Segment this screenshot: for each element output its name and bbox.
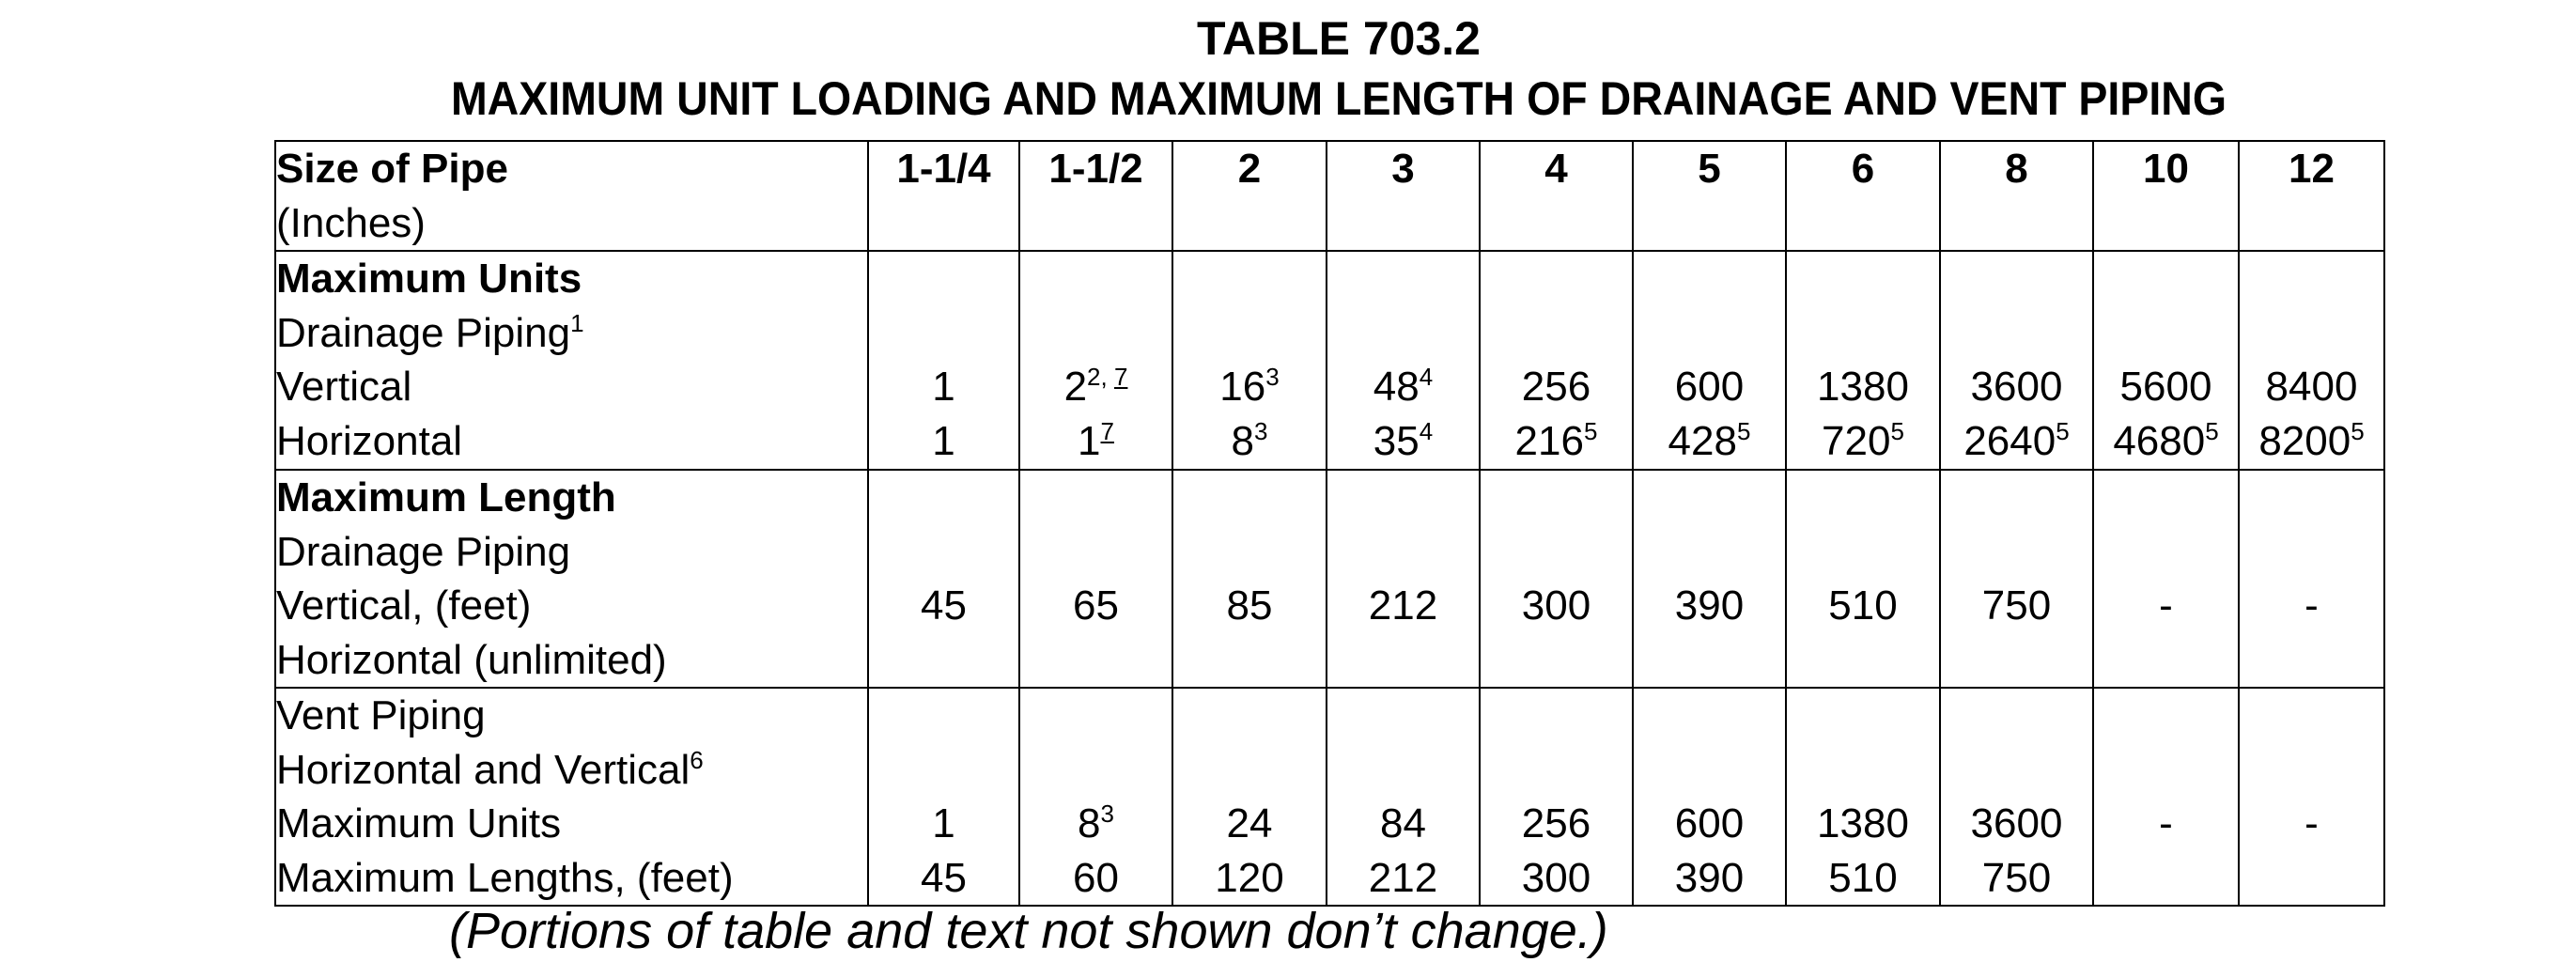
size-cell bbox=[2239, 141, 2384, 251]
max-length-cell bbox=[1172, 470, 1327, 688]
size-cell bbox=[1633, 141, 1786, 251]
vent-lengths-label: Maximum Lengths, (feet) bbox=[276, 854, 734, 901]
footnote: (Portions of table and text not shown don’t change.) bbox=[449, 903, 1608, 959]
horizontal-units-value: $8^3$ bbox=[1231, 416, 1268, 464]
vent-units-value: 84 bbox=[1380, 800, 1426, 846]
table-title: MAXIMUM UNIT LOADING AND MAXIMUM LENGTH OF DRAINAGE AND VENT PIPING bbox=[450, 72, 2227, 125]
size-cell bbox=[1019, 141, 1172, 251]
horizontal-units-value: $428^5$ bbox=[1668, 416, 1751, 464]
vent-units-value: 1380 bbox=[1817, 800, 1909, 846]
max-units-heading: Maximum Units bbox=[276, 256, 582, 302]
vent-units-value: 1 bbox=[932, 800, 955, 846]
size-value: 8 bbox=[2005, 146, 2028, 192]
max-length-cell bbox=[2093, 470, 2239, 688]
vertical-length-value: 85 bbox=[1226, 582, 1273, 629]
vertical-feet-label: Vertical, (feet) bbox=[276, 582, 532, 629]
vertical-label: Vertical bbox=[276, 364, 412, 410]
max-units-cell bbox=[1480, 251, 1633, 470]
size-cell bbox=[1940, 141, 2093, 251]
size-cell bbox=[1480, 141, 1633, 251]
max-length-cell bbox=[868, 470, 1019, 688]
max-units-cell bbox=[1172, 251, 1327, 470]
vent-units-value: - bbox=[2159, 800, 2173, 846]
horizontal-units-value: 8200$^5$ bbox=[2258, 416, 2365, 464]
vent-label-cell bbox=[275, 688, 868, 906]
size-value: 5 bbox=[1698, 146, 1721, 192]
size-value: 1-1/2 bbox=[1048, 146, 1143, 192]
max-units-row bbox=[275, 251, 2384, 470]
vent-units-value: 3600 bbox=[1970, 800, 2063, 846]
vent-cell bbox=[1019, 688, 1172, 906]
piping-table bbox=[274, 140, 2385, 907]
size-value: 1-1/4 bbox=[896, 146, 991, 192]
vertical-units-value: 3600 bbox=[1970, 364, 2063, 410]
vertical-units-value: 8400 bbox=[2265, 364, 2358, 410]
max-length-label-cell bbox=[275, 470, 868, 688]
vent-cell bbox=[1327, 688, 1480, 906]
vertical-length-value: - bbox=[2304, 582, 2319, 629]
max-units-cell bbox=[1940, 251, 2093, 470]
vertical-length-value: 510 bbox=[1828, 582, 1898, 629]
vent-piping-heading: Vent Piping bbox=[276, 692, 486, 738]
vent-length-value: 120 bbox=[1215, 854, 1284, 901]
vent-length-value: 45 bbox=[921, 854, 967, 901]
vent-cell bbox=[1633, 688, 1786, 906]
max-units-cell bbox=[1019, 251, 1172, 470]
horizontal-label: Horizontal bbox=[276, 417, 463, 464]
vertical-length-value: 212 bbox=[1368, 582, 1438, 629]
vent-length-value: 60 bbox=[1073, 854, 1119, 901]
horizontal-units-value: $35^4$ bbox=[1373, 416, 1434, 464]
horizontal-units-value: 2640$^5$ bbox=[1963, 416, 2070, 464]
vertical-length-value: 750 bbox=[1981, 582, 2052, 629]
vent-cell bbox=[2093, 688, 2239, 906]
size-value: 10 bbox=[2143, 146, 2189, 192]
max-units-cell bbox=[2093, 251, 2239, 470]
horizontal-units-value: $1^7$ bbox=[1078, 416, 1114, 464]
max-units-cell bbox=[1786, 251, 1940, 470]
horizontal-units-value: $216^5$ bbox=[1514, 416, 1598, 464]
vertical-units-value: $48^4$ bbox=[1373, 363, 1434, 410]
max-length-cell bbox=[1786, 470, 1940, 688]
max-units-cell bbox=[868, 251, 1019, 470]
vent-units-value: 256 bbox=[1521, 800, 1591, 846]
size-cell bbox=[2093, 141, 2239, 251]
vent-length-value: 300 bbox=[1521, 854, 1591, 901]
vent-length-value bbox=[2240, 851, 2383, 906]
title-block bbox=[0, 9, 2576, 130]
size-label: Size of Pipe bbox=[276, 146, 508, 192]
size-value: 2 bbox=[1237, 146, 1262, 192]
vertical-units-value: 2$^{2, 7}$ bbox=[1063, 363, 1128, 410]
max-length-row bbox=[275, 470, 2384, 688]
horizontal-units-value: 1 bbox=[932, 417, 955, 464]
vertical-length-value: 65 bbox=[1073, 582, 1119, 629]
size-cell bbox=[1786, 141, 1940, 251]
horizontal-units-value: 4680$^5$ bbox=[2113, 416, 2219, 464]
max-length-cell bbox=[1327, 470, 1480, 688]
size-unit-label: (Inches) bbox=[276, 199, 426, 246]
size-value: 6 bbox=[1851, 146, 1875, 192]
vertical-units-value: 256 bbox=[1521, 364, 1591, 410]
size-value: 3 bbox=[1391, 146, 1415, 192]
vertical-length-value: 45 bbox=[921, 582, 967, 629]
vent-cell bbox=[1172, 688, 1327, 906]
max-length-cell bbox=[2239, 470, 2384, 688]
max-units-cell bbox=[1633, 251, 1786, 470]
max-length-cell bbox=[1480, 470, 1633, 688]
max-units-cell bbox=[2239, 251, 2384, 470]
vent-cell bbox=[1480, 688, 1633, 906]
drainage-piping-label: Drainage Piping$^1$ bbox=[276, 308, 584, 356]
size-cell bbox=[1172, 141, 1327, 251]
header-row bbox=[275, 141, 2384, 251]
vertical-length-value: 390 bbox=[1674, 582, 1745, 629]
vent-length-value: 390 bbox=[1674, 854, 1745, 901]
vent-units-value: 24 bbox=[1226, 800, 1273, 846]
horizontal-vertical-label: Horizontal and Vertical$^6$ bbox=[276, 745, 704, 793]
vent-length-value: 510 bbox=[1828, 854, 1898, 901]
vertical-length-value: 300 bbox=[1521, 582, 1591, 629]
vertical-units-value: 600 bbox=[1674, 364, 1745, 410]
vent-units-value: - bbox=[2304, 800, 2319, 846]
vent-units-value: $8^3$ bbox=[1078, 799, 1114, 846]
size-value: 4 bbox=[1544, 146, 1568, 192]
vent-units-label: Maximum Units bbox=[276, 800, 562, 846]
vent-length-value: 212 bbox=[1368, 854, 1438, 901]
vent-cell bbox=[868, 688, 1019, 906]
vent-cell bbox=[2239, 688, 2384, 906]
vertical-units-value: 1380 bbox=[1817, 364, 1909, 410]
max-length-cell bbox=[1633, 470, 1786, 688]
max-length-cell bbox=[1940, 470, 2093, 688]
max-length-heading: Maximum Length bbox=[276, 474, 616, 520]
vertical-units-value: 1 bbox=[932, 364, 955, 410]
vent-cell bbox=[1786, 688, 1940, 906]
vertical-units-value: $16^3$ bbox=[1219, 363, 1280, 410]
max-units-label-cell bbox=[275, 251, 868, 470]
size-cell bbox=[1327, 141, 1480, 251]
vertical-length-value: - bbox=[2159, 582, 2173, 629]
max-length-cell bbox=[1019, 470, 1172, 688]
vent-length-value bbox=[2094, 851, 2238, 906]
vent-units-value: 600 bbox=[1674, 800, 1745, 846]
vent-cell bbox=[1940, 688, 2093, 906]
size-label-cell bbox=[275, 141, 868, 251]
table-number: TABLE 703.2 bbox=[1197, 12, 1481, 65]
horizontal-units-value: $720^5$ bbox=[1822, 416, 1904, 464]
size-cell bbox=[868, 141, 1019, 251]
max-units-cell bbox=[1327, 251, 1480, 470]
vertical-units-value: 5600 bbox=[2119, 364, 2212, 410]
size-value: 12 bbox=[2289, 146, 2335, 192]
drainage-piping-length-label: Drainage Piping bbox=[276, 528, 571, 575]
horizontal-unlimited-label: Horizontal (unlimited) bbox=[276, 636, 667, 683]
vent-length-value: 750 bbox=[1981, 854, 2052, 901]
vent-piping-row bbox=[275, 688, 2384, 906]
